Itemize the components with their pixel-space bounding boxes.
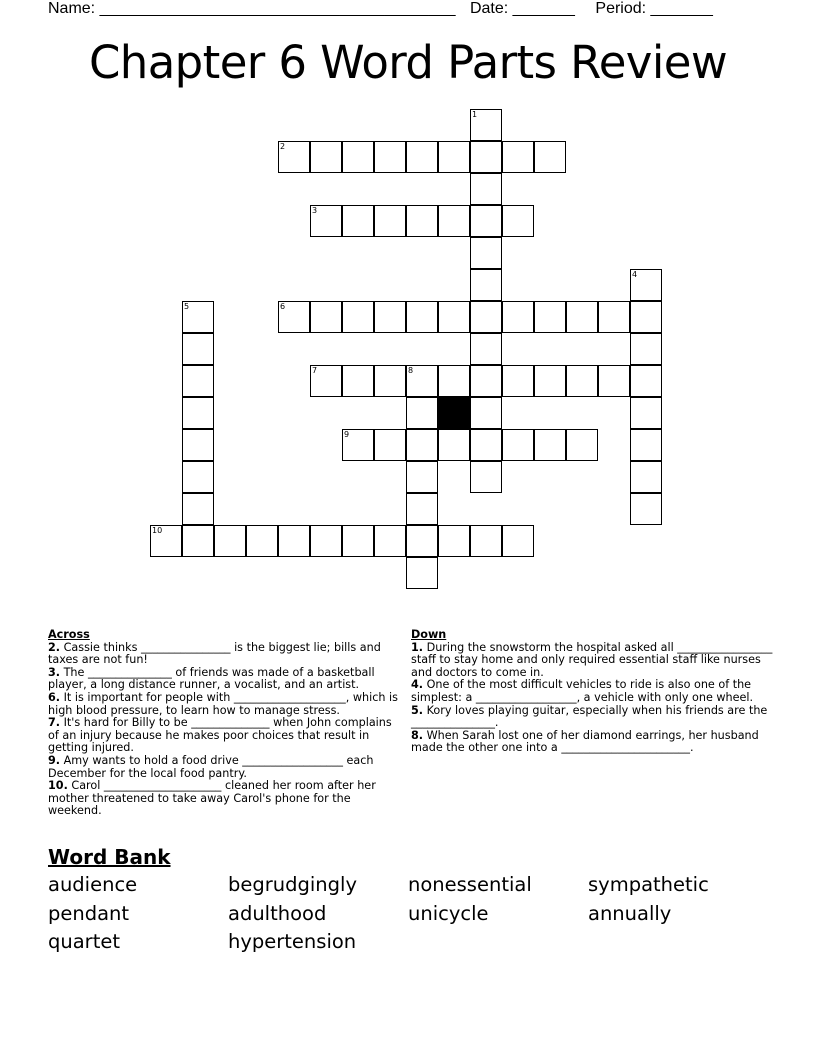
down-clue	[411, 730, 773, 755]
crossword-cell[interactable]	[598, 365, 630, 397]
name-field[interactable]: Name: ________________________________________	[48, 0, 456, 17]
crossword-cell[interactable]	[342, 141, 374, 173]
crossword-cell[interactable]	[630, 429, 662, 461]
crossword-cell[interactable]	[278, 301, 310, 333]
clue-number: 3.	[48, 665, 61, 679]
crossword-cell[interactable]	[470, 301, 502, 333]
crossword-cell[interactable]	[342, 365, 374, 397]
crossword-cell[interactable]	[406, 525, 438, 557]
cell-number: 1	[472, 110, 478, 119]
cell-number: 6	[280, 302, 286, 311]
across-heading: Across	[48, 628, 90, 641]
crossword-cell[interactable]	[278, 141, 310, 173]
crossword-cell[interactable]	[406, 429, 438, 461]
date-field[interactable]: Date: _______	[469, 0, 575, 17]
word-bank-word: adulthood	[228, 901, 327, 925]
crossword-cell[interactable]	[630, 365, 662, 397]
crossword-cell[interactable]	[182, 525, 214, 557]
crossword-cell[interactable]	[342, 301, 374, 333]
word-bank-word: audience	[48, 873, 138, 896]
crossword-cell[interactable]	[310, 365, 342, 397]
clue-text: When Sarah lost one of her diamond earrings, her husband made the other one into a _______________________.	[411, 728, 759, 755]
page-title: Chapter 6 Word Parts Review	[88, 36, 728, 89]
crossword-cell[interactable]	[310, 525, 342, 557]
crossword-cell[interactable]	[438, 525, 470, 557]
cell-number: 7	[312, 366, 318, 375]
crossword-cell[interactable]	[630, 461, 662, 493]
crossword-cell[interactable]	[214, 525, 246, 557]
crossword-cell[interactable]	[630, 269, 662, 301]
crossword-cell[interactable]	[374, 525, 406, 557]
crossword-cell[interactable]	[470, 109, 502, 141]
crossword-cell[interactable]	[470, 173, 502, 205]
clue-text: One of the most difficult vehicles to ride is also one of the simplest: a __________________, a vehicle with only one wheel.	[411, 678, 754, 704]
crossword-cell[interactable]	[374, 141, 406, 173]
word-bank-word: nonessential	[408, 873, 532, 896]
crossword-cell[interactable]	[342, 525, 374, 557]
word-bank-list	[48, 871, 768, 957]
down-heading: Down	[411, 628, 447, 641]
across-clue	[48, 692, 404, 717]
crossword-cell[interactable]	[182, 301, 214, 333]
crossword-cell[interactable]	[630, 493, 662, 525]
crossword-cell[interactable]	[630, 333, 662, 365]
cell-number: 4	[632, 270, 638, 279]
clue-text: Carol _____________________ cleaned her room after her mother threatened to take away Carol's phone for the weekend.	[48, 779, 376, 818]
crossword-cell[interactable]	[374, 429, 406, 461]
crossword-cell[interactable]	[374, 301, 406, 333]
crossword-cell[interactable]	[438, 365, 470, 397]
clue-text: Cassie thinks ________________ is the biggest lie; bills and taxes are not fun!	[48, 640, 381, 667]
crossword-cell[interactable]	[534, 365, 566, 397]
crossword-cell[interactable]	[502, 141, 534, 173]
clue-number: 2.	[48, 640, 61, 654]
crossword-cell[interactable]	[470, 365, 502, 397]
across-clue	[48, 667, 404, 692]
clue-number: 8.	[411, 728, 424, 742]
crossword-cell[interactable]	[374, 365, 406, 397]
crossword-cell[interactable]	[182, 429, 214, 461]
crossword-cell[interactable]	[534, 301, 566, 333]
cell-number: 10	[152, 526, 163, 535]
cell-number: 2	[280, 142, 286, 151]
crossword-cell[interactable]	[630, 397, 662, 429]
clue-text: During the snowstorm the hospital asked all _________________ staff to stay home and only required essential staff like nurses and doctors to come in.	[411, 640, 773, 679]
clue-number: 5.	[411, 703, 424, 717]
crossword-cell[interactable]	[310, 301, 342, 333]
crossword-cell[interactable]	[406, 205, 438, 237]
crossword-cell[interactable]	[470, 525, 502, 557]
crossword-cell[interactable]	[406, 461, 438, 493]
word-bank-word: quartet	[48, 930, 120, 953]
crossword-cell[interactable]	[150, 525, 182, 557]
clue-text: Amy wants to hold a food drive __________________ each December for the local food pantry.	[48, 753, 374, 780]
cell-number: 9	[344, 430, 350, 439]
crossword-cell[interactable]	[406, 493, 438, 525]
crossword-cell[interactable]	[406, 365, 438, 397]
crossword-cell[interactable]	[342, 205, 374, 237]
crossword-cell[interactable]	[182, 333, 214, 365]
crossword-cell[interactable]	[182, 461, 214, 493]
across-clue	[48, 780, 404, 818]
cell-number: 5	[184, 302, 190, 311]
down-clues	[411, 629, 773, 755]
crossword-cell[interactable]	[566, 429, 598, 461]
clue-number: 10.	[48, 779, 68, 793]
crossword-cell[interactable]	[310, 141, 342, 173]
crossword-cell[interactable]	[278, 525, 310, 557]
crossword-cell[interactable]	[182, 397, 214, 429]
across-clue	[48, 755, 404, 780]
period-field[interactable]: Period: _______	[595, 0, 713, 17]
down-clue	[411, 642, 773, 680]
across-clue	[48, 642, 404, 667]
clue-text: It's hard for Billy to be ______________ when John complains of an injury because he makes poor choices that result in getting injured.	[48, 716, 392, 755]
word-bank-word: unicycle	[408, 901, 489, 925]
crossword-cell[interactable]	[630, 301, 662, 333]
crossword-cell[interactable]	[246, 525, 278, 557]
down-clue	[411, 705, 773, 730]
crossword-cell[interactable]	[438, 301, 470, 333]
crossword-cell[interactable]	[470, 141, 502, 173]
crossword-cell[interactable]	[470, 461, 502, 493]
clue-number: 7.	[48, 716, 61, 730]
cell-number: 8	[408, 366, 414, 375]
clue-number: 1.	[411, 640, 424, 654]
across-clue	[48, 717, 404, 755]
clue-number: 6.	[48, 690, 61, 704]
crossword-cell[interactable]	[470, 237, 502, 269]
word-bank-word: sympathetic	[588, 873, 709, 896]
crossword-cell[interactable]	[470, 333, 502, 365]
crossword-cell[interactable]	[502, 301, 534, 333]
word-bank-word: pendant	[48, 901, 130, 925]
clue-number: 4.	[411, 678, 424, 692]
crossword-cell[interactable]	[406, 301, 438, 333]
crossword-cell[interactable]	[502, 365, 534, 397]
crossword-cell[interactable]	[470, 397, 502, 429]
word-bank	[48, 845, 768, 957]
crossword-cell[interactable]	[406, 557, 438, 589]
word-bank-word: hypertension	[228, 930, 357, 953]
crossword-cell[interactable]	[470, 429, 502, 461]
clue-number: 9.	[48, 753, 61, 767]
crossword-cell[interactable]	[406, 397, 438, 429]
across-clues	[48, 629, 404, 818]
word-bank-word: annually	[588, 901, 672, 925]
crossword-cell[interactable]	[502, 525, 534, 557]
crossword-cell[interactable]	[470, 205, 502, 237]
crossword-cell[interactable]	[534, 141, 566, 173]
crossword-cell[interactable]	[182, 493, 214, 525]
crossword-cell[interactable]	[566, 301, 598, 333]
crossword-cell[interactable]	[342, 429, 374, 461]
crossword-cell[interactable]	[566, 365, 598, 397]
crossword-cell[interactable]	[406, 141, 438, 173]
crossword-cell[interactable]	[502, 205, 534, 237]
header	[48, 0, 717, 18]
clue-text: It is important for people with ____________________, which is high blood pressure, to learn how to manage stress.	[48, 690, 398, 717]
crossword-cell[interactable]	[310, 205, 342, 237]
crossword-cell[interactable]	[598, 301, 630, 333]
crossword-cell[interactable]	[470, 269, 502, 301]
down-clue	[411, 679, 773, 704]
cell-number: 3	[312, 206, 318, 215]
crossword-cell[interactable]	[182, 365, 214, 397]
crossword-cell[interactable]	[438, 429, 470, 461]
crossword-cell[interactable]	[438, 205, 470, 237]
crossword-cell[interactable]	[438, 141, 470, 173]
black-cell	[438, 397, 470, 429]
crossword-cell[interactable]	[534, 429, 566, 461]
crossword-cell[interactable]	[502, 429, 534, 461]
word-bank-word: begrudgingly	[228, 873, 357, 896]
clue-text: The _______________ of friends was made of a basketball player, a long distance runner, a vocalist, and an artist.	[48, 665, 375, 692]
clue-text: Kory loves playing guitar, especially when his friends are the _______________.	[411, 703, 768, 730]
crossword-cell[interactable]	[374, 205, 406, 237]
word-bank-heading: Word Bank	[48, 845, 171, 869]
